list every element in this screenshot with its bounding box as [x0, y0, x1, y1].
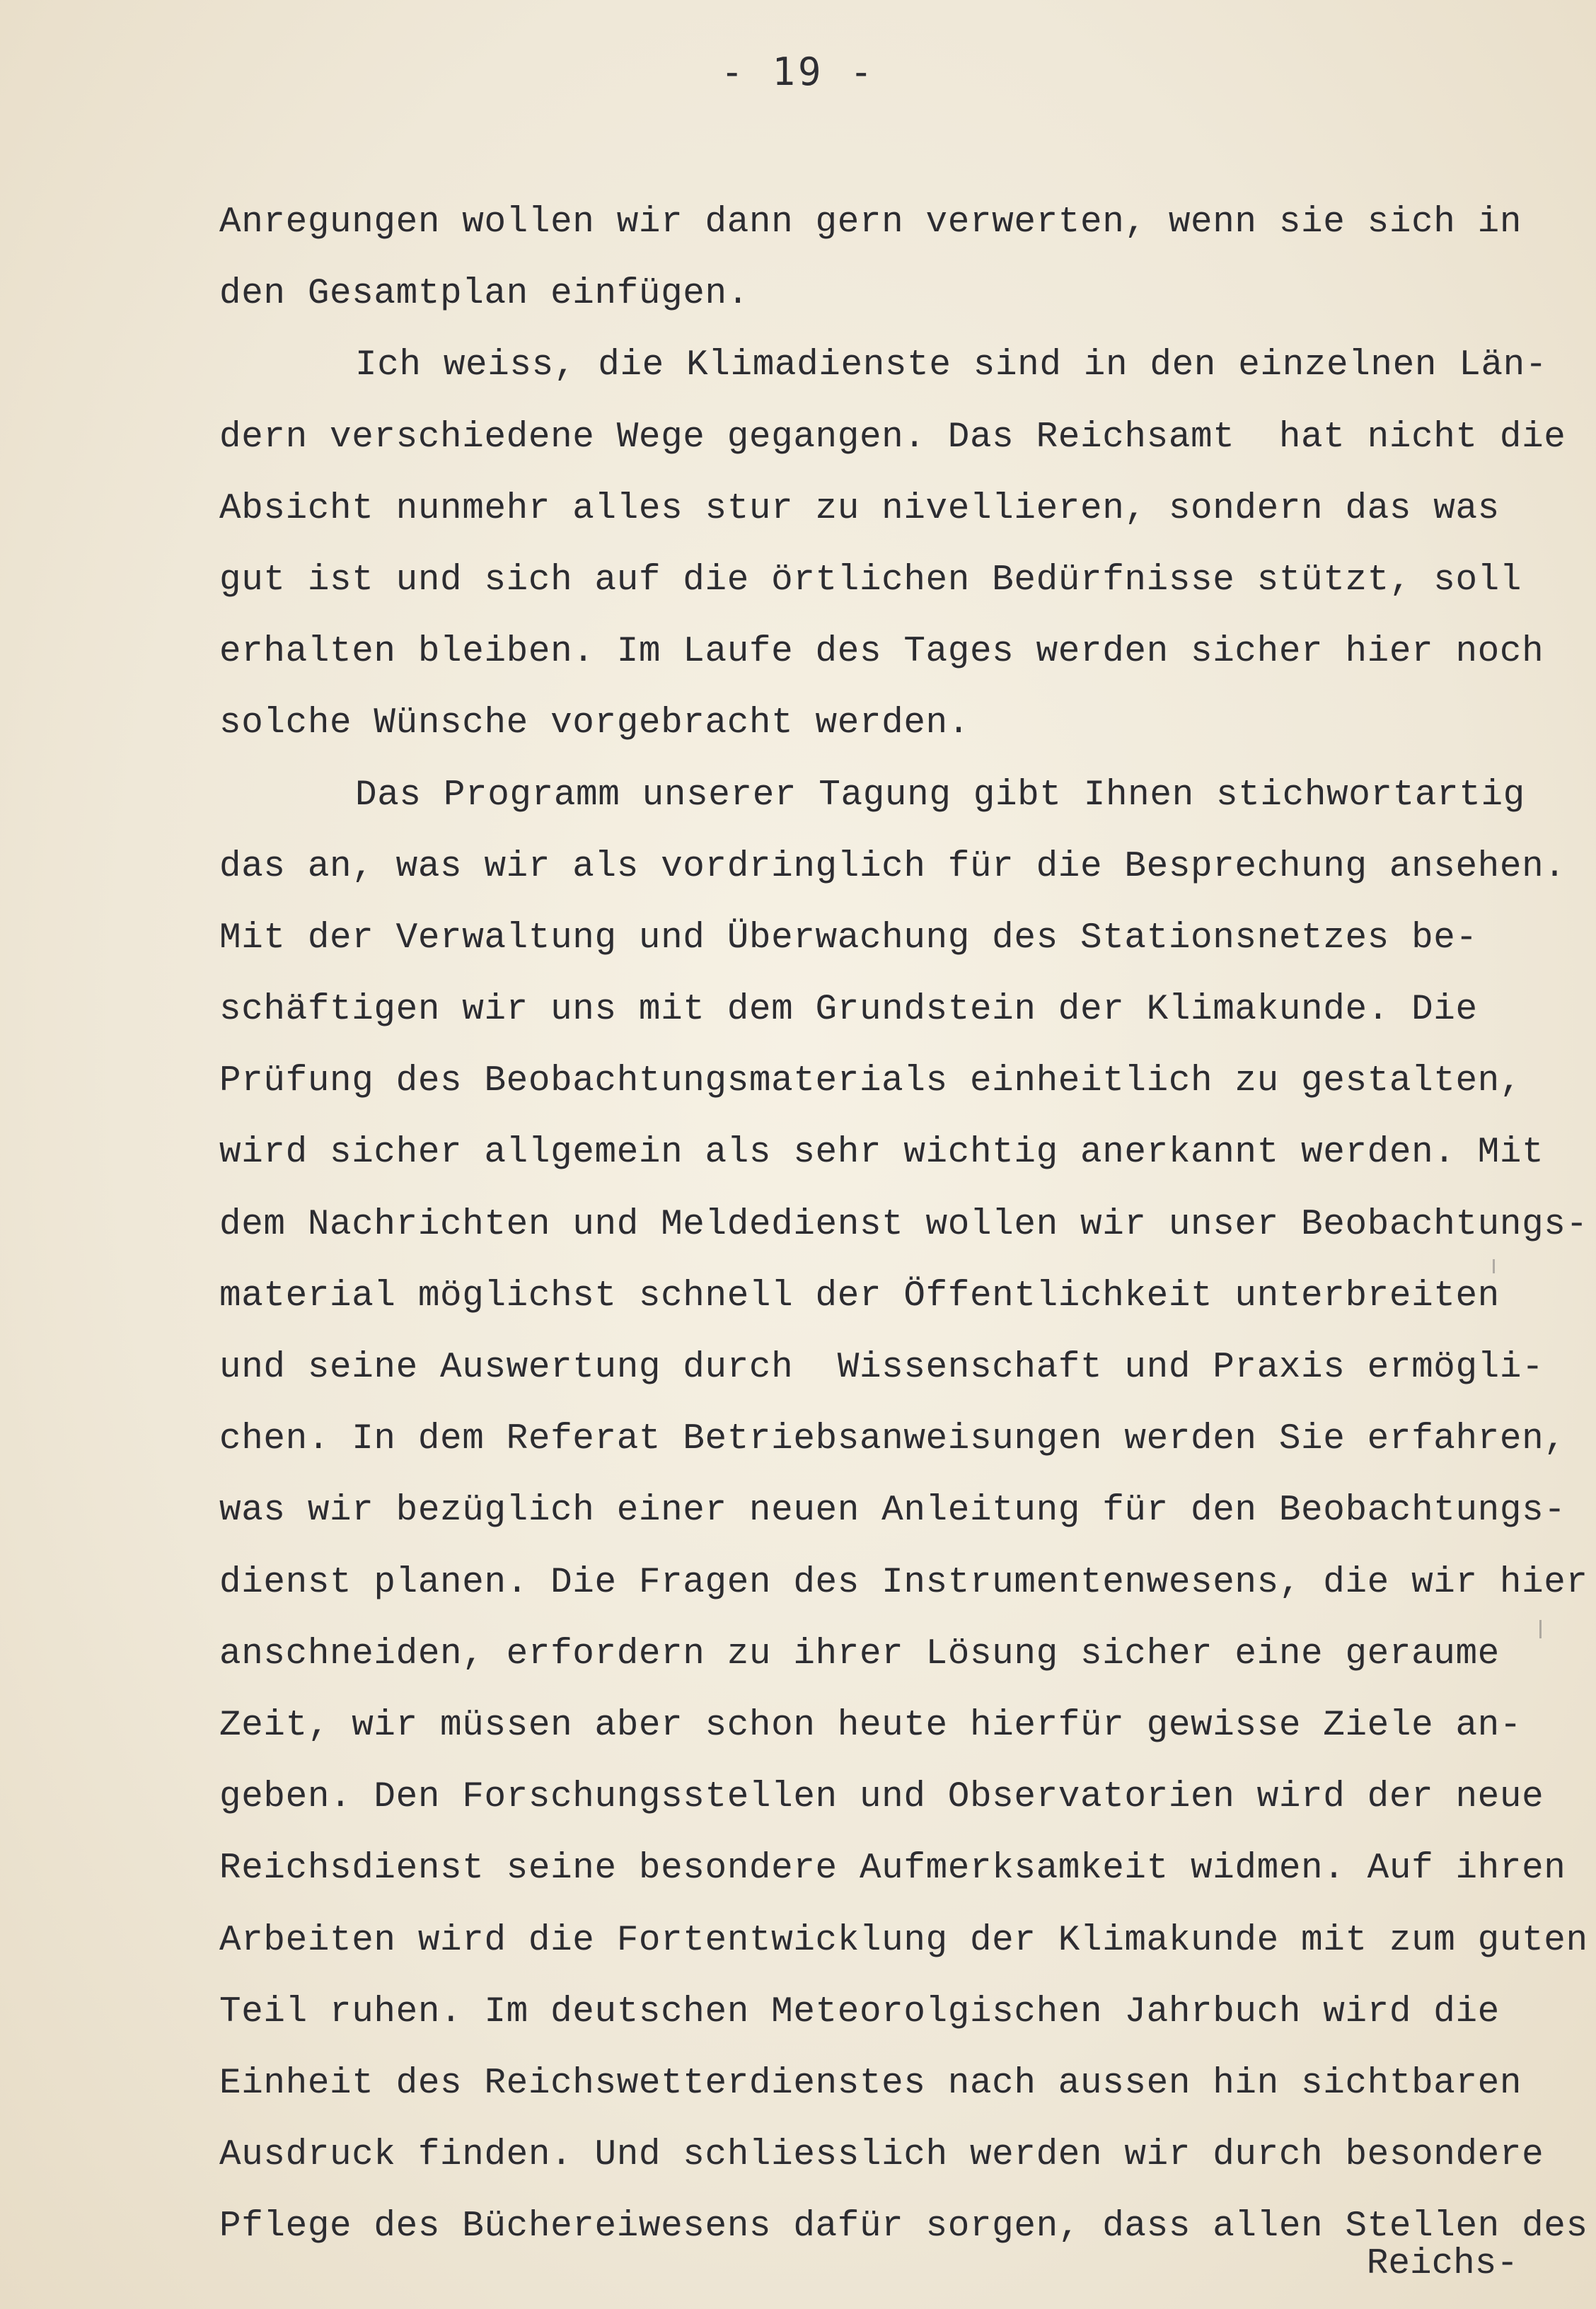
text-line: Einheit des Reichswetterdienstes nach aussen hin sichtbaren	[219, 2063, 1522, 2104]
text-line: Reichsdienst seine besondere Aufmerksamkeit widmen. Auf ihren	[219, 1848, 1566, 1890]
text-line: das an, was wir als vordringlich für die Besprechung ansehen.	[219, 846, 1566, 887]
text-line: Absicht nunmehr alles stur zu nivellieren, sondern das was	[219, 488, 1500, 529]
text-line: Prüfung des Beobachtungsmaterials einheitlich zu gestalten,	[219, 1061, 1522, 1102]
margin-mark	[1493, 1259, 1495, 1273]
catchword: Reichs-	[1366, 2244, 1518, 2284]
text-line: Ich weiss, die Klimadienste sind in den einzelnen Län-	[355, 345, 1548, 386]
text-line: solche Wünsche vorgebracht werden.	[219, 703, 970, 744]
text-line: chen. In dem Referat Betriebsanweisungen werden Sie erfahren,	[219, 1419, 1566, 1460]
body-text	[219, 187, 1588, 2262]
text-line: was wir bezüglich einer neuen Anleitung für den Beobachtungs-	[219, 1491, 1566, 1532]
text-line: gut ist und sich auf die örtlichen Bedürfnisse stützt, soll	[219, 560, 1522, 601]
text-line: Zeit, wir müssen aber schon heute hierfür gewisse Ziele an-	[219, 1705, 1522, 1746]
text-line: wird sicher allgemein als sehr wichtig anerkannt werden. Mit	[219, 1133, 1544, 1174]
text-line: geben. Den Forschungsstellen und Observatorien wird der neue	[219, 1777, 1544, 1818]
page-number: - 19 -	[720, 50, 876, 94]
text-line: Anregungen wollen wir dann gern verwerten, wenn sie sich in	[219, 202, 1522, 243]
text-line: und seine Auswertung durch Wissenschaft und Praxis ermögli-	[219, 1348, 1544, 1388]
text-line: Pflege des Büchereiwesens dafür sorgen, dass allen Stellen des	[219, 2206, 1588, 2247]
text-line: dern verschiedene Wege gegangen. Das Reichsamt hat nicht die	[219, 417, 1566, 458]
text-line: Teil ruhen. Im deutschen Meteorolgischen Jahrbuch wird die	[219, 1991, 1500, 2032]
text-line: erhalten bleiben. Im Laufe des Tages werden sicher hier noch	[219, 632, 1544, 673]
text-line: dem Nachrichten und Meldedienst wollen wir unser Beobachtungs-	[219, 1204, 1588, 1245]
text-line: Arbeiten wird die Fortentwicklung der Klimakunde mit zum guten	[219, 1920, 1588, 1961]
text-line: Ausdruck finden. Und schliesslich werden wir durch besondere	[219, 2135, 1544, 2176]
text-line: den Gesamtplan einfügen.	[219, 274, 749, 315]
text-line: dienst planen. Die Fragen des Instrumentenwesens, die wir hier	[219, 1562, 1588, 1603]
text-line: material möglichst schnell der Öffentlichkeit unterbreiten	[219, 1275, 1500, 1316]
text-line: anschneiden, erfordern zu ihrer Lösung sicher eine geraume	[219, 1633, 1500, 1674]
margin-mark	[1539, 1620, 1542, 1638]
text-line: Mit der Verwaltung und Überwachung des Stationsnetzes be-	[219, 918, 1478, 959]
text-line: schäftigen wir uns mit dem Grundstein der Klimakunde. Die	[219, 990, 1478, 1031]
text-line: Das Programm unserer Tagung gibt Ihnen stichwortartig	[355, 775, 1525, 816]
